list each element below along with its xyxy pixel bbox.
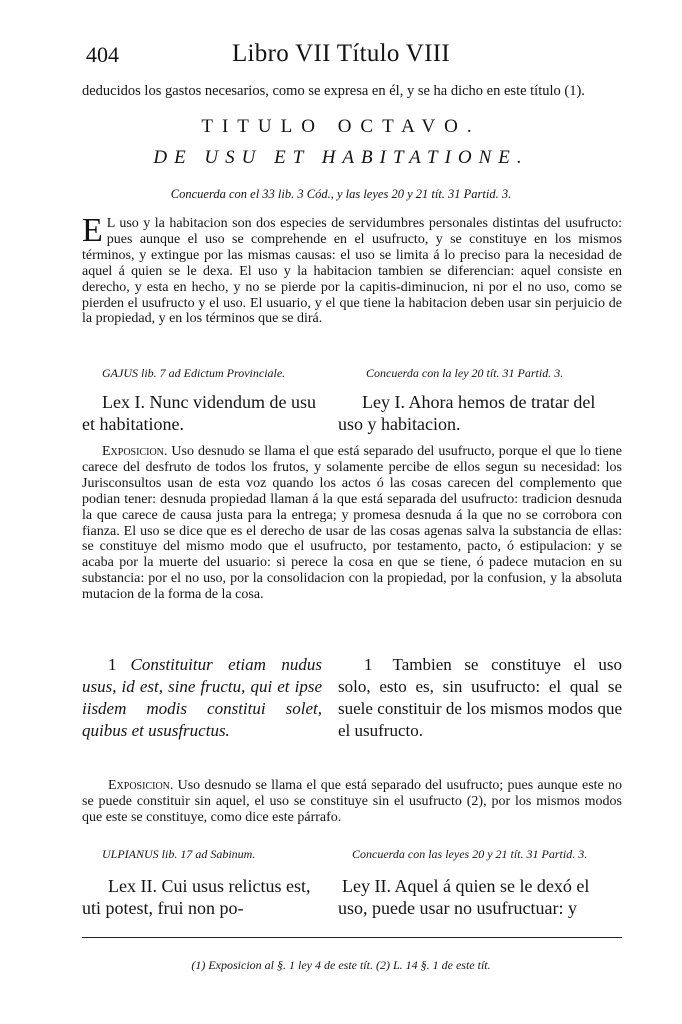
section1-exposition bbox=[82, 778, 622, 826]
law1-exposition bbox=[82, 444, 622, 603]
law2-source-spanish: Concuerda con las leyes 20 y 21 tít. 31 Partid. 3. bbox=[352, 847, 588, 861]
title-heading: TITULO OCTAVO. bbox=[201, 116, 481, 137]
law2-spanish-text: Ley II. Aquel á quien se le dexó el uso, puede usar no usufructuar: y bbox=[338, 876, 590, 918]
law1-source-latin: GAJUS lib. 7 ad Edictum Provinciale. bbox=[102, 366, 286, 380]
running-head: Libro VII Título VIII bbox=[231, 40, 451, 67]
law2-source-latin: ULPIANUS lib. 17 ad Sabinum. bbox=[102, 847, 256, 861]
exposition-text: Uso desnudo se llama el que está separado del usufructo, porque el que lo tiene carece del desfruto de todos los frutos, y solamente percibe de ellos segun su necesidad: los Jurisconsultos usan de esta voz quando los actos ó las cosas carecen del complemento que podian tener: desnuda propiedad llaman á la que está separada del usufructo: tradicion desnuda la que carece de causa justa para la entrega; y promesa desnuda á la que no se corrobora con fianza. El uso se dice que es el derecho de usar de las cosas agenas salva la substancia de ellas: se constituye del mismo modo que el usufructo, por testamento, pacto, ó estipulacion: y se acaba por la muerte del usuario: si perece la cosa en que se tiene, ó padece mutacion en su substancia: por el no uso, por la consolidacion con la propiedad, por la confusion, y la absoluta mutacion de la forma de la cosa. bbox=[82, 444, 622, 603]
section-number: 1 bbox=[364, 655, 373, 674]
law1-latin-text: Lex I. Nunc videndum de usu et habitatione. bbox=[82, 392, 316, 434]
section1-latin-text: Constituitur etiam nudus usus, id est, sine fructu, qui et ipse iisdem modis constitui solet, quibus et ususfructus. bbox=[82, 655, 322, 740]
section1-spanish bbox=[338, 654, 622, 742]
page-number: 404 bbox=[86, 42, 119, 67]
exposition-text: Uso desnudo se llama el que está separado del usufructo; pues aunque este no se puede constituir sin aquel, el uso se constituye sin el usufructo (2), por los mismos modos que este se constituye, como dice este párrafo. bbox=[82, 778, 622, 825]
intro-paragraph bbox=[82, 212, 622, 327]
title-concordance: Concuerda con el 33 lib. 3 Cód., y las leyes 20 y 21 tít. 31 Partid. 3. bbox=[170, 187, 512, 201]
law1-spanish-text: Ley I. Ahora hemos de tratar del uso y habitacion. bbox=[338, 392, 596, 434]
law2-latin-text: Lex II. Cui usus relictus est, uti potest, frui non po- bbox=[82, 876, 311, 918]
drop-cap: E bbox=[82, 212, 103, 249]
exposition-label: Exposicion. bbox=[108, 778, 174, 793]
footnote-rule bbox=[82, 937, 622, 938]
section-number: 1 bbox=[108, 655, 117, 674]
footnotes: (1) Exposicion al §. 1 ley 4 de este tít. (2) L. 14 §. 1 de este tít. bbox=[191, 958, 491, 972]
section1-spanish-text: Tambien se constituye el uso solo, esto es, sin usufructo: el qual se suele constituir de los mismos modos que el usufructo. bbox=[338, 655, 622, 740]
title-subheading: DE USU ET HABITATIONE. bbox=[153, 147, 529, 168]
law1-source-spanish: Concuerda con la ley 20 tít. 31 Partid. 3. bbox=[366, 366, 564, 380]
section1-latin bbox=[82, 654, 322, 742]
exposition-label: Exposicion. bbox=[102, 444, 168, 459]
continued-text: deducidos los gastos necesarios, como se expresa en él, y se ha dicho en este título (1). bbox=[82, 83, 585, 99]
intro-text: L uso y la habitacion son dos especies de servidumbres personales distintas del usufructo: pues aunque el uso se comprehende en el usufructo, y se constituye en los mismos términos, y extingue por las mismas causas: el uso se limita á lo preciso para la necesidad de aquel á quien se le dexa. El uso y la habitacion tambien se diferencian: aquel consiste en derecho, y esta en hecho, y no se pierde por la capitis-diminucion, ni por el no uso, como se pierden el usufructo y el uso. El usuario, y el que tiene la habitacion deben usar sin perjuicio de la propiedad, y en los términos que se dirá. bbox=[82, 216, 622, 327]
